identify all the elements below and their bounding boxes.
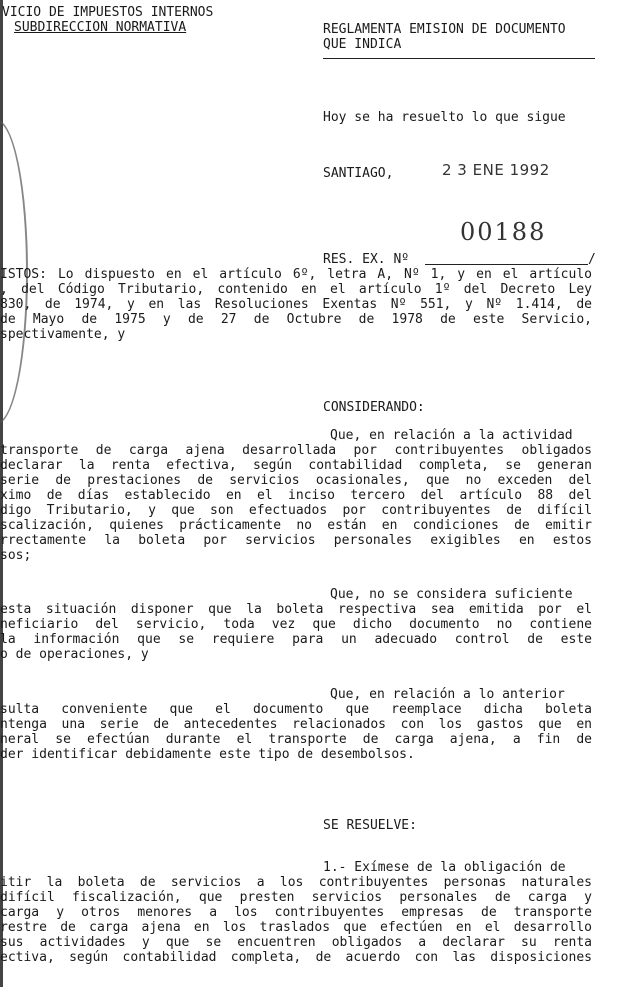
vistos-line: spectivamente, y — [0, 327, 126, 342]
place-label: SANTIAGO, — [323, 166, 394, 181]
vistos-line: ISTOS: Lo dispuesto en el artículo 6º, letra A, Nº 1, y en el artículo — [0, 267, 592, 282]
considerando-1-line: sos; — [0, 548, 32, 563]
considerando-1-line: ximo de días establecido en el inciso tercero del artículo 88 del — [0, 488, 592, 503]
resuelve-1-line: ectiva, según contabilidad completa, de acuerdo con las disposiciones — [0, 950, 592, 965]
considerando-1-line: serie de prestaciones de servicios ocasionales, que no exceden del — [0, 473, 592, 488]
resolution-number: 00188 — [460, 218, 547, 246]
vistos-line: 830, de 1974, y en las Resoluciones Exentas Nº 551, y Nº 1.414, de — [0, 297, 592, 312]
intro-text: Hoy se ha resuelto lo que sigue — [323, 110, 566, 125]
document-page: VICIO DE IMPUESTOS INTERNOS SUBDIRECCION NORMATIVA REGLAMENTA EMISION DE DOCUMENTO QUE INDICA Hoy se ha resuelto lo que sigue SANTIAGO, 2 3 ENE 1992 00188 RES. EX. Nº / ISTOS: Lo dispuesto en el artículo 6º, letra A, Nº 1, y en el artículo , del Código Tributario, contenido en el artículo 1º del Decreto Ley 830, de 1974, y en las Resoluciones Exentas Nº 551, y Nº 1.414, de de Mayo de 1975 y de 27 de Octubre de 1978 de este Servicio, spectivamente, y CONSIDERANDO: Que, en relación a la actividad transporte de carga ajena desarrollada por contribuyentes obligados declarar la renta efectiva, según contabilidad completa, se generan serie de prestaciones de servicios ocasionales, que no exceden del ximo de días establecido en el inciso tercero del artículo 88 del digo Tributario, y que son efectuados por contribuyentes de difícil scalización, quienes prácticamente no están en condiciones de emitir rrectamente la boleta por servicios personales exigibles en estos sos; Que, no se considera suficiente esta situación disponer que la boleta respectiva sea emitida por el neficiario del servicio, toda vez que dicho documento no contiene la información que se requiere para un adecuado control de este o de operaciones, y Que, en relación a lo anterior sulta conveniente que el documento que reemplace dicha boleta ntenga una serie de antecedentes relacionados con los gastos que en neral se efectúan durante el transporte de carga ajena, a fin de der identificar debidamente este tipo de desembolsos. SE RESUELVE: 1.- Exímese de la obligación de itir la boleta de servicios a los contribuyentes personas naturales difícil fiscalización, que presten servicios personales de carga y carga y otros menores a los contribuyentes empresas de transporte restre de carga ajena en los traslados que efectúen en el desarrollo sus actividades y que se encuentren obligados a declarar su renta ectiva, según contabilidad completa, de acuerdo con las disposiciones — [0, 0, 630, 987]
resuelve-1-line: sus actividades y que se encuentren obligados a declarar su renta — [0, 935, 592, 950]
resolution-label: RES. EX. Nº — [323, 252, 410, 267]
considerando-2-line: o de operaciones, y — [0, 647, 149, 662]
subject-line-2: QUE INDICA — [323, 37, 402, 52]
resuelve-title: SE RESUELVE: — [323, 818, 417, 833]
considerando-2-line: esta situación disponer que la boleta respectiva sea emitida por el — [0, 602, 592, 617]
vistos-line: de Mayo de 1975 y de 27 de Octubre de 1978 de este Servicio, — [0, 312, 592, 327]
considerando-3-line: ntenga una serie de antecedentes relacionados con los gastos que en — [0, 717, 592, 732]
considerando-1-line: digo Tributario, y que son efectuados por contribuyentes de difícil — [0, 503, 592, 518]
considerando-2-line: Que, no se considera suficiente — [330, 587, 573, 602]
considerando-3-line: sulta conveniente que el documento que reemplace dicha boleta — [0, 702, 592, 717]
subject-underline — [323, 58, 595, 59]
department-name: SUBDIRECCION NORMATIVA — [14, 20, 187, 35]
considerando-3-line: der identificar debidamente este tipo de desembolsos. — [0, 747, 415, 762]
considerando-3-line: Que, en relación a lo anterior — [330, 687, 565, 702]
vistos-line: , del Código Tributario, contenido en el artículo 1º del Decreto Ley — [0, 282, 592, 297]
considerando-title: CONSIDERANDO: — [323, 400, 425, 415]
resuelve-1-line: 1.- Exímese de la obligación de — [323, 860, 566, 875]
considerando-1-line: scalización, quienes prácticamente no están en condiciones de emitir — [0, 518, 592, 533]
considerando-1-line: transporte de carga ajena desarrollada por contribuyentes obligados — [0, 443, 592, 458]
considerando-2-line: neficiario del servicio, toda vez que dicho documento no contiene — [0, 617, 592, 632]
considerando-2-line: la información que se requiere para un adecuado control de este — [0, 632, 592, 647]
considerando-1-line: Que, en relación a la actividad — [330, 428, 573, 443]
resolution-number-line — [425, 264, 588, 265]
considerando-3-line: neral se efectúan durante el transporte de carga ajena, a fin de — [0, 732, 592, 747]
date-stamp: 2 3 ENE 1992 — [442, 161, 550, 179]
agency-name: VICIO DE IMPUESTOS INTERNOS — [2, 5, 214, 20]
resuelve-1-line: difícil fiscalización, que presten servicios personales de carga y — [0, 890, 592, 905]
resuelve-1-line: carga y otros menores a los contribuyentes empresas de transporte — [0, 905, 592, 920]
resuelve-1-line: restre de carga ajena en los traslados que efectúen en el desarrollo — [0, 920, 592, 935]
considerando-1-line: declarar la renta efectiva, según contabilidad completa, se generan — [0, 458, 592, 473]
considerando-1-line: rrectamente la boleta por servicios personales exigibles en estos — [0, 533, 592, 548]
subject-line-1: REGLAMENTA EMISION DE DOCUMENTO — [323, 22, 566, 37]
resuelve-1-line: itir la boleta de servicios a los contribuyentes personas naturales — [0, 875, 592, 890]
